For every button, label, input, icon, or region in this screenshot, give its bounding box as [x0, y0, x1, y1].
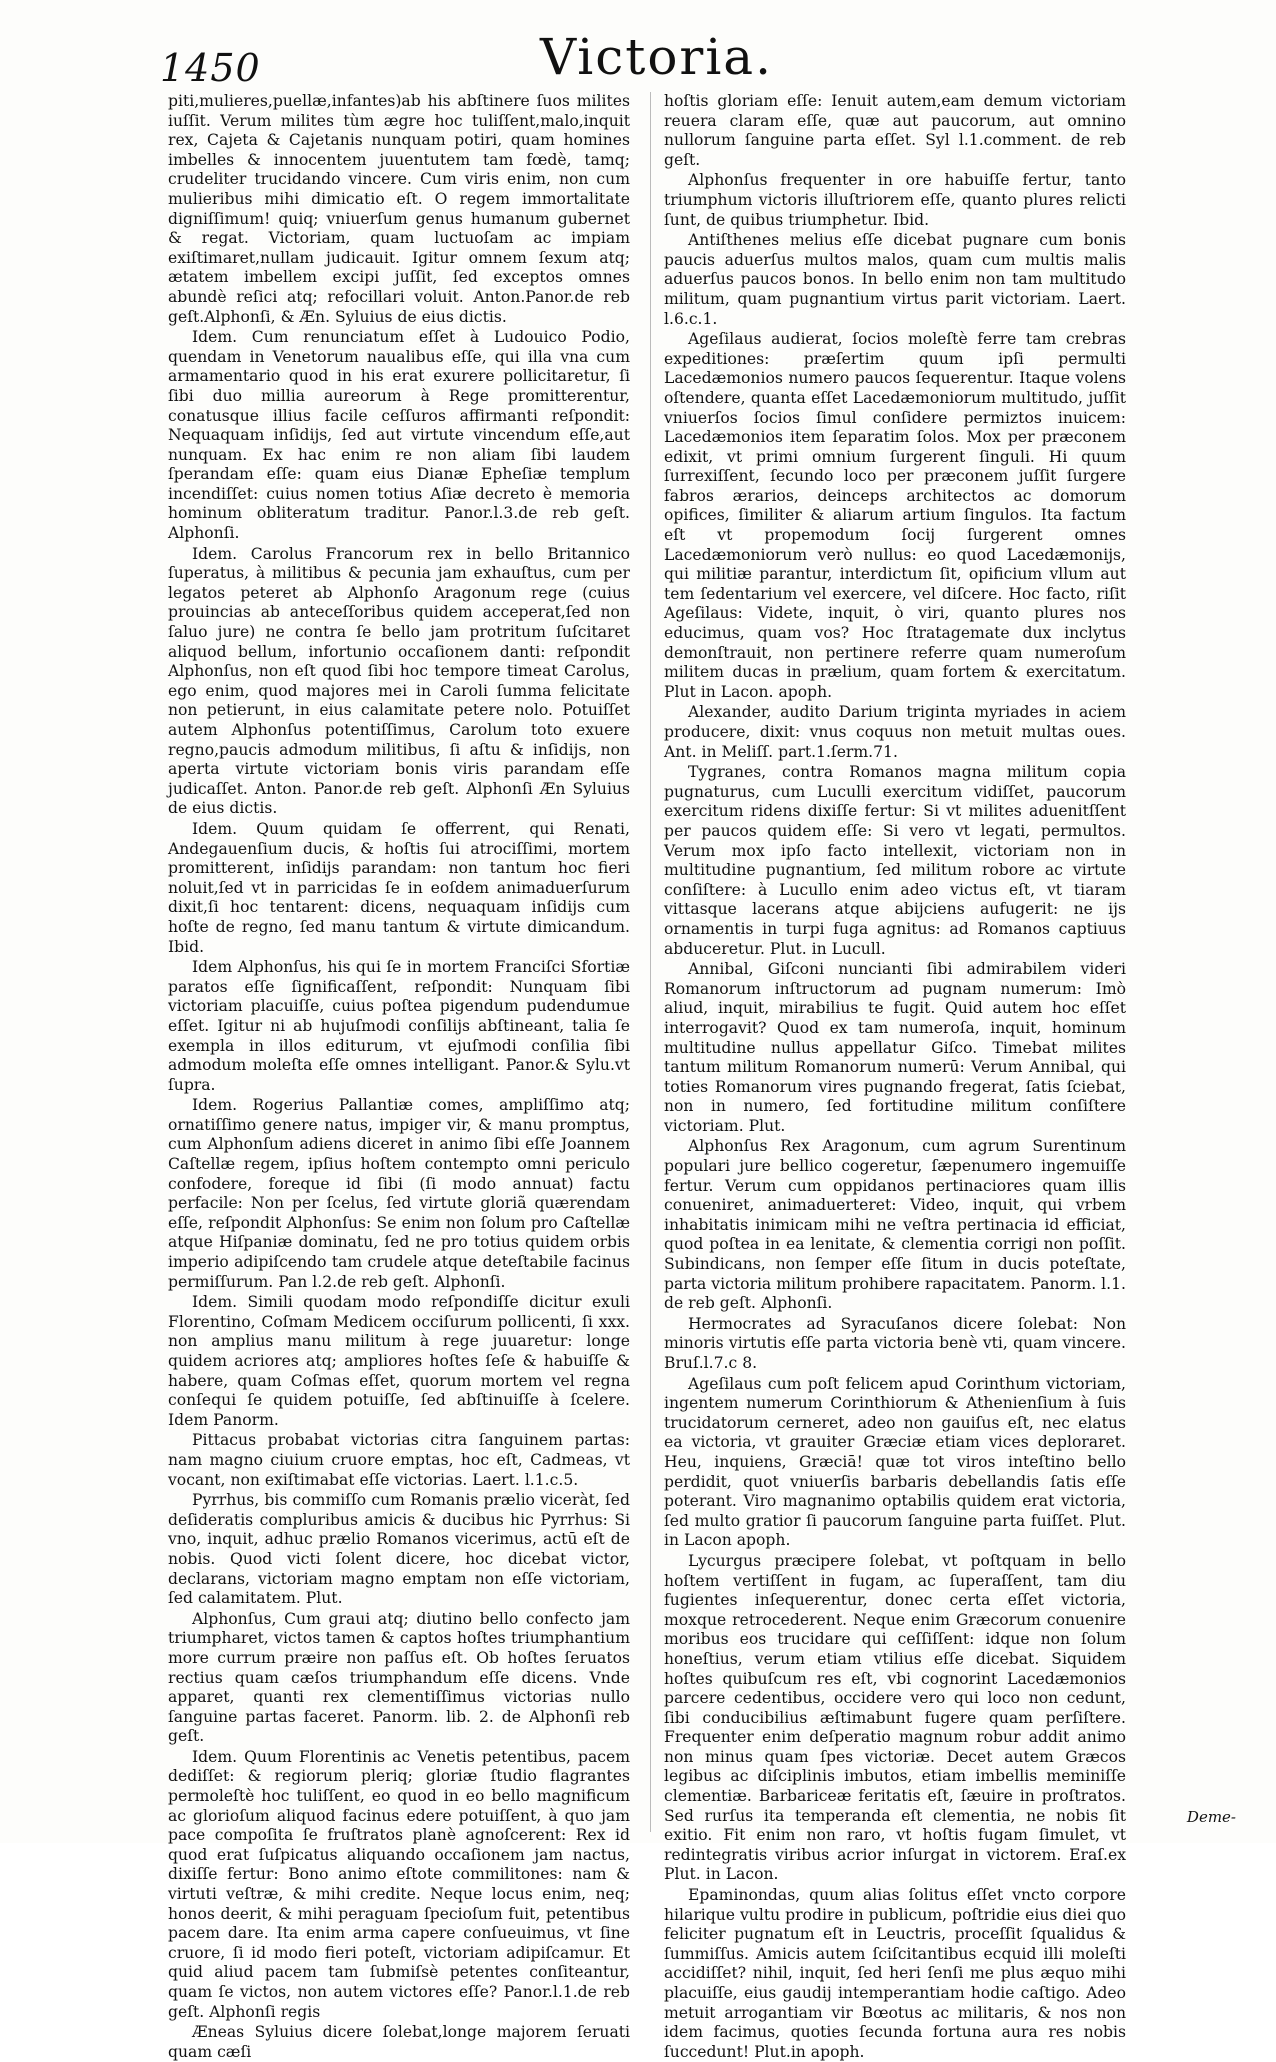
paragraph: hoſtis gloriam eſſe: Ienuit autem,eam demum victoriam reuera claram eſſe, quæ aut paucorum, aut omnino nullorum ſanguine parta eſſet. Syl l.1.comment. de reb geſt. — [664, 92, 1126, 169]
paragraph: Alphonſus Rex Aragonum, cum agrum Surentinum populari jure bellico cogeretur, ſæpenumero ingemuiſſe fertur. Verum cum oppidanos pertinaciores quam illis conueniret, animaduerteret: Video, inquit, qui vrbem inhabitatis inimicam mihi ne veſtra pertinacia id efficiat, quod poſtea in ea lenitate, & clementia corrigi non poſſit. Subindicans, non ſemper eſſe ſitum in ducis poteſtate, parta victoria militum prohibere rapacitatem. Panorm. l.1. de reb geſt. Alphonſi. — [664, 1137, 1126, 1313]
paragraph: Pyrrhus, bis commiſſo cum Romanis prælio viceràt, ſed deſideratis compluribus amicis & ducibus hic Pyrrhus: Si vno, inquit, adhuc prælio Romanos vicerimus, actū eſt de nobis. Quod victi ſolent dicere, hoc dicebat victor, declarans, victoriam magno emptam non eſſe victoriam, ſed calamitatem. Plut. — [168, 1491, 630, 1608]
paragraph: Pittacus probabat victorias citra ſanguinem partas: nam magno ciuium cruore emptas, hoc eſt, Cadmeas, vt vocant, non exiſtimabat eſſe victorias. Laert. l.1.c.5. — [168, 1431, 630, 1489]
paragraph: Ageſilaus audierat, ſocios moleſtè ferre tam crebras expeditiones: præſertim quum ipſi permulti Lacedæmonios numero paucos ſequerentur. Itaque volens oſtendere, quanta eſſet Lacedæmoniorum multitudo, juſſit vniuerſos ſocios ſimul conſidere permiztos inuicem: Lacedæmonios item ſeparatim ſolos. Mox per præconem edixit, vt primi omnium ſurgerent ſinguli. Hi quum ſurrexiſſent, ſecundo loco per præconem juſſit ſurgere fabros ærarios, deinceps architectos ac domorum opifices, ſimiliter & aliarum artium ſingulos. Ita factum eſt vt propemodum ſocij ſurgerent omnes Lacedæmoniorum verò nullus: eo quod Lacedæmonijs, qui militiæ parantur, interdictum ſit, opificium vllum aut tem ſedentarium vel exercere, vel diſcere. Hoc facto, riſit Ageſilaus: Videte, inquit, ò viri, quanto plures nos educimus, quam vos? Hoc ſtratagemate dux inclytus demonſtrauit, non pertinere referre quam numeroſum militem ducas in prælium, quam fortem & exercitatum. Plut in Lacon. apoph. — [664, 330, 1126, 701]
right-column — [664, 92, 1126, 2061]
paragraph: Æneas Syluius dicere ſolebat,longe majorem ſeruati quam cæſi — [168, 2023, 630, 2061]
page-header — [160, 28, 1120, 98]
paragraph: Lycurgus præcipere ſolebat, vt poſtquam in bello hoſtem vertiſſent in fugam, ac ſuperaſſent, tam diu fugientes inſequerentur, donec certa eſſet victoria, moxque retrocederent. Neque enim Græcorum conuenire moribus eos trucidare qui ceſſiſſent: idque non ſolum honeſtius, verum etiam vtilius eſſe dicebat. Siquidem hoſtes quibuſcum res eſt, vbi cognorint Lacedæmonios parcere cedentibus, occidere vero qui loco non cedunt, ſibi conducibilius æſtimabunt fugere quam perſiſtere. Frequenter enim deſperatio magnum robur addit animo non minus quam ſpes victoriæ. Decet autem Græcos legibus ac diſciplinis imbutos, etiam imbellis meminiſſe clementiæ. Barbariceæ feritatis eſt, ſæuire in proſtratos. Sed rurſus ita temperanda eſt clementia, ne nobis ſit exitio. Fit enim non raro, vt hoſtis fugam ſimulet, vt redintegratis viribus acrior inſurgat in victorem. Eraſ.ex Plut. in Lacon. — [664, 1551, 1126, 1884]
column-divider — [650, 92, 651, 1832]
paragraph: Idem. Quum quidam ſe offerrent, qui Renati, Andegauenſium ducis, & hoſtis ſui atrociſſimi, mortem promitterent, inſidijs parandam: non tantum hoc fieri noluit,ſed vt in parricidas ſe in eoſdem animaduerſurum dixit,ſi hoc tentarent: dicens, nequaquam inſidijs cum hoſte de regno, ſed manu tantum & virtute dimicandum. Ibid. — [168, 819, 630, 956]
paragraph: Idem. Cum renunciatum eſſet à Ludouico Podio, quendam in Venetorum naualibus eſſe, qui illa vna cum armamentario quod in his erat exurere pollicitaretur, ſi ſibi duo millia aureorum à Rege promitterentur, conatusque illius facile ceſſuros affirmanti reſpondit: Nequaquam inſidijs, ſed aut virtute vincendum eſſe,aut nunquam. Ex hac enim re non aliam ſibi laudem ſperandam eſſe: quam eius Dianæ Epheſiæ templum incendiſſet: cuius nomen totius Aſiæ decreto è memoria hominum obliteratum traditur. Panor.l.3.de reb geſt. Alphonſi. — [168, 328, 630, 543]
paragraph: Alexander, audito Darium triginta myriades in aciem producere, dixit: vnus coquus non metuit multas oues. Ant. in Meliſſ. part.1.ſerm.71. — [664, 703, 1126, 761]
left-column — [168, 92, 630, 2061]
paragraph: Antiſthenes melius eſſe dicebat pugnare cum bonis paucis aduerſus multos malos, quam cum multis malis aduerſus paucos bonos. In bello enim non tam multitudo militum, quam pugnantium virtus parit victoriam. Laert. l.6.c.1. — [664, 231, 1126, 328]
catchword: Deme- — [1186, 1808, 1236, 1826]
paragraph: Idem. Simili quodam modo reſpondiſſe dicitur exuli Florentino, Coſmam Medicem occiſurum pollicenti, ſi xxx. non amplius manu militum à rege juuaretur: longe quidem acriores atq; ampliores hoſtes ſeſe & habuiſſe & habere, quam Coſmas eſſet, quorum mortem vel regna conſequi ſe quidem potuiſſe, ſed abſtinuiſſe à ſcelere. Idem Panorm. — [168, 1293, 630, 1429]
page-number: 1450 — [160, 46, 261, 90]
paragraph: Ageſilaus cum poſt felicem apud Corinthum victoriam, ingentem numerum Corinthiorum & Athenienſium à ſuis trucidatorum cerneret, adeo non gauiſus eſt, nec elatus ea victoria, vt grauiter Græciæ etiam vices deploraret. Heu, inquiens, Græciā! quæ tot viros inteſtino bello perdidit, quot vniuerſis barbaris debellandis ſatis eſſe poterant. Viro magnanimo optabilis quidem erat victoria, ſed multo gratior ſi paucorum ſanguine parta fuiſſet. Plut. in Lacon apoph. — [664, 1374, 1126, 1550]
paragraph: Tygranes, contra Romanos magna militum copia pugnaturus, cum Luculli exercitum vidiſſet, paucorum exercitum ridens dixiſſe fertur: Si vt milites aduenitſſent per paucos quidem eſſe: Si vero vt legati, permultos. Verum mox ipſo facto intellexit, victoriam non in multitudine pugnantium, ſed militum robore ac virtute conſiſtere: à Lucullo enim adeo victus eſt, vt tiaram vittasque lacerans atque abijciens aufugerit: ne ijs ornamentis in turpi fuga agnitus: ad Romanos captiuus abduceretur. Plut. in Lucull. — [664, 763, 1126, 958]
paragraph: Alphonſus frequenter in ore habuiſſe fertur, tanto triumphum victoris illuſtriorem eſſe, quanto plures relicti ſunt, de quibus triumphetur. Ibid. — [664, 171, 1126, 229]
paragraph: Epaminondas, quum alias ſolitus eſſet vncto corpore hilarique vultu prodire in publicum, poſtridie eius diei quo feliciter pugnatum eſt in Leuctris, proceſſit ſqualidus & ſummiſſus. Amicis autem ſciſcitantibus ecquid illi moleſti accidiſſet? nihil, inquit, ſed heri ſenſi me plus æquo mihi placuiſſe, eius gaudij intemperantiam hodie caſtigo. Adeo metuit arrogantiam vir Bœotus ac militaris, & nos non idem facimus, quoties ſecunda fortuna aura res nobis ſuccedunt! Plut.in apoph. — [664, 1886, 1126, 2061]
paragraph: Hermocrates ad Syracuſanos dicere ſolebat: Non minoris virtutis eſſe parta victoria benè vti, quam vincere. Bruſ.l.7.c 8. — [664, 1314, 1126, 1372]
paragraph: Alphonſus, Cum graui atq; diutino bello confecto jam triumpharet, victos tamen & captos hoſtes triumphantium more currum præire non paſſus eſt. Ob hoſtes ſeruatos rectius quam cæſos triumphandum eſſe dicens. Vnde apparet, quanti rex clementiſſimus victorias nullo ſanguine partas faceret. Panorm. lib. 2. de Alphonſi reb geſt. — [168, 1609, 630, 1746]
paragraph: piti,mulieres,puellæ,infantes)ab his abſtinere ſuos milites iuſſit. Verum milites tùm ægre hoc tuliſſent,malo,inquit rex, Cajeta & Cajetanis nunquam potiri, quam homines imbelles & innocentem juuentutem tam fœdè, tamq; crudeliter trucidando vincere. Cum viris enim, non cum mulieribus mihi dimicatio eſt. O regem immortalitate digniſſimum! quiq; vniuerſum genus humanum gubernet & regat. Victoriam, quam luctuoſam ac impiam exiſtimaret,nullam judicauit. Igitur omnem ſexum atq; ætatem imbellem excipi juſſit, ſed exceptos omnes abundè reſici atq; refocillari voluit. Anton.Panor.de reb geſt.Alphonſi, & Æn. Syluius de eius dictis. — [168, 92, 630, 326]
paragraph: Annibal, Giſconi nuncianti ſibi admirabilem videri Romanorum inſtructorum ad pugnam numerum: Imò aliud, inquit, mirabilius te fugit. Quid autem hoc eſſet interrogavit? Quod ex tam numeroſa, inquit, hominum multitudine nullus appellatur Giſco. Timebat milites tantum militum Romanorum numerū: Verum Annibal, qui toties Romanorum vires pugnando fregerat, ſatis ſciebat, non in numero, ſed fortitudine militum conſiſtere victoriam. Plut. — [664, 960, 1126, 1135]
paragraph: Idem. Carolus Francorum rex in bello Britannico ſuperatus, à militibus & pecunia jam exhauſtus, cum per legatos peteret ab Alphonſo Aragonum rege (cuius prouincias ab anteceſſoribus quidem acceperat,ſed non ſaluo jure) ne contra ſe bello jam protritum ſuſcitaret aliquod bellum, infortunio occaſionem danti: reſpondit Alphonſus, non eſt quod ſibi hoc tempore timeat Carolus, ego enim, quod majores mei in Caroli ſumma felicitate non petierunt, in eius calamitate petere nolo. Potuiſſet autem Alphonſus potentiſſimus, Carolum toto exuere regno,paucis admodum militibus, ſi aſtu & inſidijs, non aperta virtute victoriam bonis viris parandam eſſe judicaſſet. Anton. Panor.de reb geſt. Alphonſi Æn Syluius de eius dictis. — [168, 544, 630, 818]
paragraph: Idem. Quum Florentinis ac Venetis petentibus, pacem dediſſet: & regiorum pleriq; gloriæ ſtudio flagrantes permoleſtè hoc tuliſſent, eo quod in eo bello magnificum ac glorioſum aliquod facinus edere potuiſſent, à quo jam pace compoſita ſe fruſtratos planè agnoſcerent: Rex id quod erat ſuſpicatus aliquando occaſionem jam nactus, dixiſſe fertur: Bono animo eſtote commilitones: nam & virtuti veſtræ, & mihi credite. Neque locus enim, neq; honos deerit, & mihi peraguam ſpecioſum fuit, petentibus pacem dare. Ita enim arma capere conſueuimus, vt ſine cruore, ſi id modo fieri poteſt, victoriam adipiſcamur. Et quid aliud pacem tam ſubmiſsè petentes conſiteantur, quam ſe victos, non autem victores eſſe? Panor.l.1.de reb geſt. Alphonſi regis — [168, 1747, 630, 2021]
paragraph: Idem Alphonſus, his qui ſe in mortem Franciſci Sfortiæ paratos eſſe ſignificaſſent, reſpondit: Nunquam ſibi victoriam placuiſſe, cuius poſtea pigendum pudendumue eſſet. Igitur ni ab hujuſmodi conſilijs abſtineant, talia ſe exempla in illos editurum, vt ejuſmodi conſilia ſibi admodum moleſta eſſe omnes intelligant. Panor.& Sylu.vt ſupra. — [168, 958, 630, 1094]
running-title: Victoria. — [540, 28, 774, 86]
paragraph: Idem. Rogerius Pallantiæ comes, ampliſſimo atq; ornatiſſimo genere natus, impiger vir, & manu promptus, cum Alphonſum adiens diceret in animo ſibi eſſe Joannem Caſtellæ regem, ipſius hoſtem contempto omni periculo confodere, foreque id ſibi (ſi modo annuat) factu perfacile: Non per ſcelus, ſed virtute gloriã quærendam eſſe, reſpondit Alphonſus: Se enim non ſolum pro Caſtellæ atque Hiſpaniæ dominatu, ſed ne pro totius quidem orbis imperio adipiſcendo tam crudele atque deteſtabile facinus permiſſurum. Pan l.2.de reb geſt. Alphonſi. — [168, 1096, 630, 1291]
